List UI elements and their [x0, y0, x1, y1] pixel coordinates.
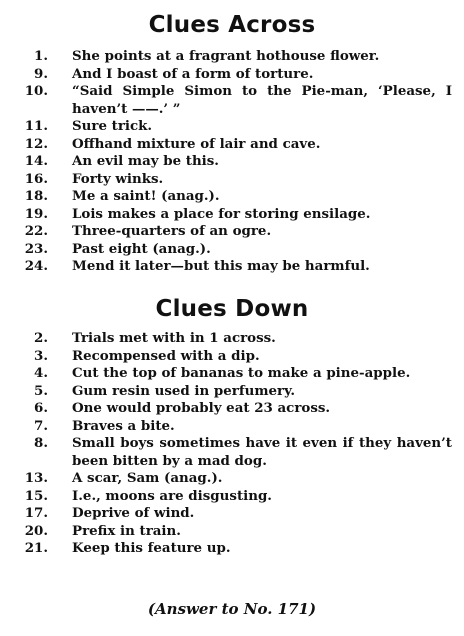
- clue-text: Me a saint! (anag.).: [72, 188, 220, 204]
- clue-across-22: [0, 223, 464, 241]
- clue-number: 16.: [24, 170, 48, 187]
- clue-number: 17.: [24, 505, 48, 521]
- clue-text: A scar, Sam (anag.).: [72, 470, 223, 486]
- clue-text: She points at a fragrant hothouse flower.: [72, 48, 380, 64]
- clue-across-16: [0, 171, 464, 189]
- clue-text: Cut the top of bananas to make a pine-apple.: [72, 365, 411, 381]
- clue-number: 20.: [24, 522, 48, 539]
- clue-number: 1.: [34, 48, 48, 64]
- clue-number: 10.: [24, 83, 48, 99]
- clue-text: Lois makes a place for storing ensilage.: [72, 205, 371, 222]
- clue-text: Keep this feature up.: [72, 540, 231, 556]
- clue-down-17: [0, 505, 464, 523]
- clue-text: Deprive of wind.: [72, 505, 195, 521]
- clue-down-2: [0, 330, 464, 348]
- clue-number: 6.: [34, 400, 48, 416]
- clue-text: One would probably eat 23 across.: [72, 400, 331, 416]
- clue-number: 19.: [24, 205, 48, 222]
- clue-text: Past eight (anag.).: [72, 240, 211, 257]
- clue-text: Braves a bite.: [72, 417, 175, 434]
- clue-text: Gum resin used in perfumery.: [72, 382, 295, 399]
- clue-across-24: [0, 258, 464, 276]
- clue-number: 4.: [34, 365, 48, 381]
- answer-reference: (Answer to No. 171): [147, 600, 317, 618]
- clue-down-15: [0, 488, 464, 506]
- clue-number: 18.: [24, 188, 48, 204]
- clue-across-23: [0, 241, 464, 259]
- clue-number: 14.: [24, 153, 48, 169]
- clues-across-heading: Clues Across: [148, 12, 316, 38]
- clue-text: Forty winks.: [72, 170, 164, 187]
- clue-down-5: [0, 383, 464, 401]
- clue-number: 2.: [34, 330, 48, 346]
- clue-number: 23.: [24, 240, 48, 257]
- clues-across-list: [0, 48, 464, 276]
- clue-number: 9.: [34, 65, 48, 82]
- clues-down-heading: Clues Down: [155, 296, 309, 322]
- clue-text: And I boast of a form of torture.: [72, 65, 314, 82]
- clue-text: Prefix in train.: [72, 522, 181, 539]
- clue-down-4: [0, 365, 464, 383]
- clue-number: 21.: [24, 540, 48, 556]
- clue-number: 13.: [24, 470, 48, 486]
- clue-across-14: [0, 153, 464, 171]
- clue-across-11: [0, 118, 464, 136]
- clue-down-3: [0, 348, 464, 366]
- clue-number: 15.: [24, 487, 48, 504]
- clue-text: Sure trick.: [72, 118, 153, 134]
- clue-across-9: [0, 66, 464, 84]
- clue-text: “Said Simple Simon to the Pie-man, ‘Please, I haven’t ——.’ ”: [72, 83, 452, 117]
- clue-number: 5.: [34, 382, 48, 399]
- clue-number: 11.: [24, 118, 48, 134]
- clue-text: An evil may be this.: [72, 153, 219, 169]
- clue-number: 8.: [34, 435, 48, 451]
- clue-across-1: [0, 48, 464, 66]
- clue-across-18: [0, 188, 464, 206]
- clue-number: 22.: [24, 223, 48, 239]
- clue-down-21: [0, 540, 464, 558]
- clue-down-8: [0, 435, 464, 470]
- clue-number: 7.: [34, 417, 48, 434]
- clue-across-19: [0, 206, 464, 224]
- clue-number: 12.: [24, 135, 48, 152]
- clue-text: Mend it later—but this may be harmful.: [72, 258, 370, 274]
- clue-across-12: [0, 136, 464, 154]
- clue-text: Offhand mixture of lair and cave.: [72, 135, 321, 152]
- clue-text: Small boys sometimes have it even if they haven’t been bitten by a mad dog.: [72, 435, 452, 469]
- clue-text: Three-quarters of an ogre.: [72, 223, 272, 239]
- clue-down-7: [0, 418, 464, 436]
- clue-text: Trials met with in 1 across.: [72, 330, 276, 346]
- clue-number: 24.: [24, 258, 48, 274]
- clue-text: Recompensed with a dip.: [72, 347, 260, 364]
- clue-down-6: [0, 400, 464, 418]
- clue-down-20: [0, 523, 464, 541]
- clue-number: 3.: [34, 347, 48, 364]
- clue-text: I.e., moons are disgusting.: [72, 487, 272, 504]
- clue-across-10: [0, 83, 464, 118]
- clue-down-13: [0, 470, 464, 488]
- clues-down-list: [0, 330, 464, 558]
